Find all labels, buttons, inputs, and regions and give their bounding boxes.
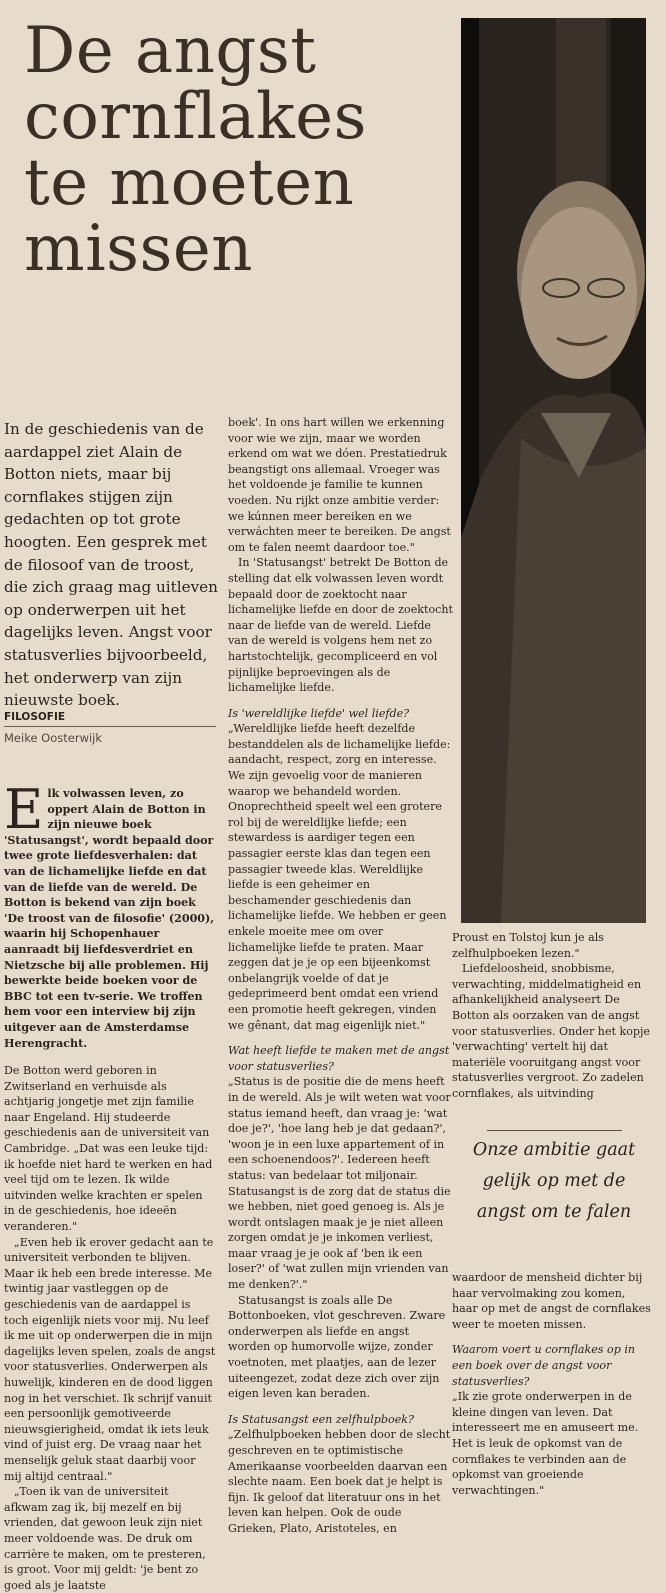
question: Is 'wereldlijke liefde' wel liefde?	[228, 706, 410, 720]
headline-line: cornflakes	[24, 80, 367, 154]
headline-line: te moeten	[24, 146, 355, 220]
author-byline: Meike Oosterwijk	[4, 731, 103, 745]
question: Waarom voert u cornflakes op in een boek over de angst voor statusverlies?	[452, 1343, 636, 1388]
pullquote-rule	[487, 1130, 622, 1131]
dropcap: E	[4, 778, 44, 841]
portrait-illustration	[461, 18, 646, 923]
paragraph: Statusangst is zoals alle De Bottonboeken, vlot geschreven. Zware onderwerpen als liefde en angst worden op humorvolle wijze, zonder voetnoten, met plaatjes, aan de lezer uiteengezet, zodat deze zich over zijn eigen leven kan beraden.	[228, 1293, 446, 1401]
section-rule	[4, 726, 216, 727]
lead-text: lk volwassen leven, zo oppert Alain de Botton in zijn nieuwe boek 'Statusangst', wordt bepaald door twee grote liefdesverhalen: dat van de lichamelijke liefde en dat van de liefde van de wereld. De Botton is bekend van zijn boek 'De troost van de filosofie' (2000), waarin hij Schopenhauer aanraadt bij liefdesverdriet en Nietzsche bij alle problemen. Hij bewerkte beide boeken voor de BBC tot een tv-serie. We troffen hem voor een interview bij zijn uitgever aan de Amsterdamse Herengracht.	[4, 787, 215, 1050]
paragraph: „Wereldlijke liefde heeft dezelfde bestanddelen als de lichamelijke liefde: aandacht, respect, zorg en interesse. We zijn gevoelig voor de manieren waarop we behandeld worden. Onoprechtheid speelt wel een grotere rol bij de wereldlijke liefde; een stewardess is aardiger tegen een passagier eerste klas dan tegen een passagier tweede klas. Wereldlijke liefde is een geheimer en beschamender geschiedenis dan lichamelijke liefde. We hebben er geen enkele moeite mee om over lichamelijke liefde te praten. Maar zeggen dat je je op een bijeenkomst onbelangrijk voelde of dat je gedeprimeerd bent omdat een vriend een promotie heeft gekregen, vinden we gênant, dat mag eigenlijk niet."	[228, 722, 451, 1032]
paragraph: De Botton werd geboren in Zwitserland en verhuisde als achtjarig jongetje met zijn familie naar Engeland. Hij studeerde geschiedenis aan de universiteit van Cambridge. „Dat was een leuke tijd: ik hoefde niet hard te werken en had veel tijd om te lezen. Ik wilde uitvinden welke krachten er spelen in de geschiedenis, hoe ideeën veranderen."	[4, 1064, 213, 1234]
column-3-top	[452, 930, 652, 1102]
paragraph: boek'. In ons hart willen we erkenning voor wie we zijn, maar we worden erkend om wat we dóen. Prestatiedruk beangstigt ons allemaal. Vroeger was het voldoende je familie te kunnen voeden. Nu rijkt onze ambitie verder: we kúnnen meer bereiken en we verwáchten meer te bereiken. De angst om te falen neemt daardoor toe."	[228, 416, 451, 554]
portrait-photo	[461, 18, 646, 923]
question: Is Statusangst een zelfhulpboek?	[228, 1412, 414, 1426]
headline	[24, 14, 454, 286]
paragraph: „Status is de positie die de mens heeft in de wereld. Als je wilt weten wat voor status iemand heeft, dan vraag je: 'wat doe je?', 'hoe lang heb je dat gedaan?', 'woon je in een luxe appartement of in een schoenendoos?'. Iedereen heeft status: van bedelaar tot miljonair. Statusangst is de zorg dat de status die we hebben, niet goed genoeg is. Als je wordt ontslagen maak je je niet alleen zorgen omdat je je inkomen verliest, maar vraag je je ook af 'ben ik een loser?' of 'wat zullen mijn vrienden van me denken?'."	[228, 1075, 451, 1292]
headline-line: missen	[24, 212, 253, 286]
column-3-bottom	[452, 1270, 652, 1498]
paragraph: Liefdeloosheid, snobbisme, verwachting, middelmatigheid en afhankelijkheid analyseert De Botton als oorzaken van de angst voor statusverlies. Onder het kopje 'verwachting' vertelt hij dat materiële vooruitgang angst voor statusverlies vergroot. Zo zadelen cornflakes, als uitvinding	[452, 962, 650, 1100]
intro-lead: In de geschiedenis van de aardappel ziet Alain de Botton niets, maar bij cornflakes stijgen zijn gedachten op tot grote hoogten. Een gesprek met de filosoof van de troost, die zich graag mag uitleven op onderwerpen uit het dagelijks leven. Angst voor statusverlies bijvoorbeeld, het onderwerp van zijn nieuwste boek.	[4, 420, 218, 710]
lead-paragraph	[4, 778, 216, 1051]
paragraph: „Ik zie grote onderwerpen in de kleine dingen van leven. Dat interesseert me en amuseert me. Het is leuk de opkomst van de cornflakes te verbinden aan de opkomst van groeiende verwachtingen."	[452, 1390, 639, 1497]
question: Wat heeft liefde te maken met de angst voor statusverlies?	[228, 1044, 450, 1073]
paragraph: Proust en Tolstoj kun je als zelfhulpboeken lezen."	[452, 931, 604, 960]
paragraph: „Even heb ik erover gedacht aan te universiteit verbonden te blijven. Maar ik heb een brede interesse. Me twintig jaar vastleggen op de geschiedenis van de aardappel is toch eigenlijk niets voor mij. Nu leef ik me uit op onderwerpen die in mijn dagelijks leven spelen, zoals de angst voor statusverlies. Onderwerpen als huwelijk, kinderen en de dood liggen nog in het verschiet. Ik schrijf vanuit een persoonlijk gemotiveerde nieuwsgierigheid, omdat ik iets leuk vind of juist erg. De vraag naar het menselijk geluk staat daarbij voor mij altijd centraal."	[4, 1235, 216, 1483]
paragraph: In 'Statusangst' betrekt De Botton de stelling dat elk volwassen leven wordt bepaald door de zoektocht naar lichamelijke liefde en door de zoektocht naar de liefde van de wereld. Liefde van de wereld is volgens hem net zo hartstochtelijk, gecompliceerd en vol pijnlijke beproevingen als de lichamelijke liefde.	[228, 556, 453, 695]
headline-line: De angst	[24, 14, 317, 88]
paragraph: „Zelfhulpboeken hebben door de slecht geschreven en te optimistische Amerikaanse voorbeelden daarvan een slechte naam. Een boek dat je helpt is fijn. Ik geloof dat literatuur ons in het leven kan helpen. Ook de oude Grieken, Plato, Aristoteles, en	[228, 1428, 451, 1535]
pull-quote: Onze ambitie gaat gelijk op met de angst om te falen	[472, 1140, 636, 1222]
paragraph: „Toen ik van de universiteit afkwam zag ik, bij mezelf en bij vrienden, dat gewoon leuk zijn niet meer voldoende was. De druk om carrière te maken, om te presteren, is groot. Voor mij geldt: 'je bent zo goed als je laatste	[4, 1485, 206, 1592]
column-2	[228, 415, 453, 1537]
paragraph: waardoor de mensheid dichter bij haar vervolmaking zou komen, haar op met de angst de cornflakes weer te moeten missen.	[452, 1271, 651, 1331]
column-1	[4, 778, 216, 1593]
section-label: FILOSOFIE	[4, 711, 66, 723]
